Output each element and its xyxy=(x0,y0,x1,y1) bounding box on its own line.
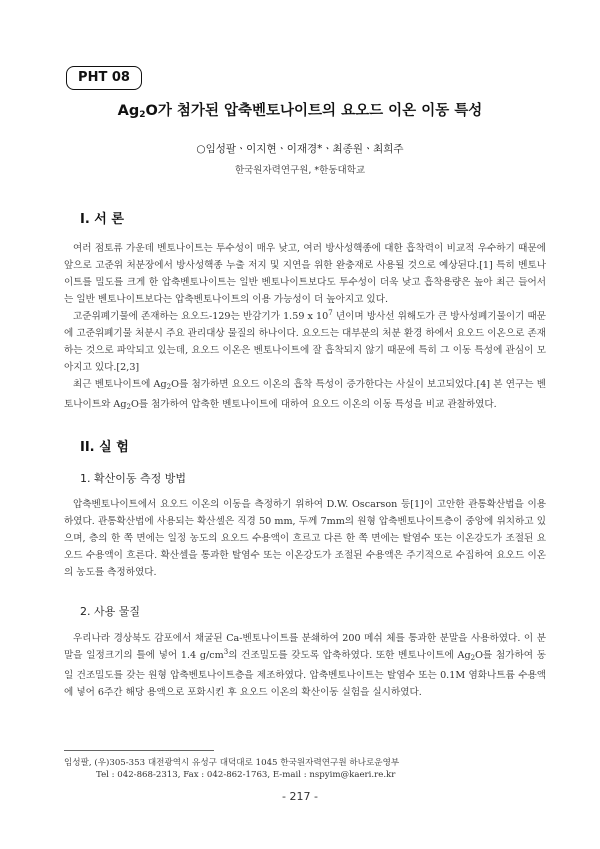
materials-subscript: 2 xyxy=(470,654,476,662)
footnote-contact: Tel : 042-868-2313, Fax : 042-862-1763, E-mail : nspyim@kaeri.re.kr xyxy=(96,770,396,780)
intro-p3-text-b: O를 첨가하면 요오드 이온의 흡착 특성이 증가한다는 사실이 보고되었다.[4] 본 연구는 벤토나이트와 Ag xyxy=(64,379,547,410)
intro-paragraph-3 xyxy=(64,376,546,416)
materials-superscript: 3 xyxy=(223,648,229,656)
footnote-divider xyxy=(64,750,214,751)
intro-p3-subscript-2: 2 xyxy=(126,403,131,411)
title-ag: Ag xyxy=(117,103,140,119)
intro-p2-superscript: 7 xyxy=(328,309,333,317)
page-number: - 217 - xyxy=(282,790,318,803)
intro-paragraph-1: 여러 점토류 가운데 벤토나이트는 투수성이 매우 낮고, 여러 방사성핵종에 대한 흡착력이 비교적 우수하기 때문에 앞으로 고준위 처분장에서 방사성핵종 누출 저지 및 지연을 위한 완충재로 사용될 것으로 예상된다.[1] 특히 벤토나이트를 밀도를 크게 한 압축벤토나이트는 일반 벤토나이트보다도 투수성이 더욱 낮고 흡착용량은 높아 최근 들어서는 일반 벤토나이트보다는 압축벤토나이트의 이용 가능성이 더 높아지고 있다. xyxy=(64,243,546,305)
intro-p2-text-b: 년이며 방사선 위해도가 큰 방사성폐기물이기 때문에 고준위폐기물 처분시 주요 관리대상 물질의 하나이다. 요오드는 대부분의 처분 환경 하에서 요오드 이온으로 존재하는 것으로 파악되고 있는데, 요오드 이온은 벤토나이트에 잘 흡착되지 않기 때문에 특히 그 이동 특성에 관심이 모아지고 있다.[2,3] xyxy=(64,311,546,373)
section-heading-introduction: I. 서 론 xyxy=(80,212,124,227)
materials-paragraph xyxy=(64,630,546,701)
section-heading-experiment: II. 실 험 xyxy=(80,440,129,455)
intro-p3-text-c: O를 첨가하여 압축한 벤토나이트에 대하여 요오드 이온의 이동 특성을 비교 관찰하였다. xyxy=(130,399,497,410)
intro-p3-subscript-1: 2 xyxy=(166,383,172,391)
method-paragraph: 압축벤토나이트에서 요오드 이온의 이동을 측정하기 위하여 D.W. Oscarson 등[1]이 고안한 관통확산법을 이용하였다. 관통확산법에 사용되는 확산셀은 직경 50 mm, 두께 7mm의 원형 압축벤토나이트층이 중앙에 위치하고 있으며, 층의 한 쪽 면에는 일정 농도의 요오드 수용액이 흐르고 다른 한 쪽 면에는 탈염수 또는 이온강도가 조절된 요오드 수용액이 흐른다. 확산셀을 통과한 탈염수 또는 이온강도가 조절된 수용액은 주기적으로 수집하여 요오드 이온의 농도를 측정하였다. xyxy=(64,499,546,578)
paper-title xyxy=(0,99,600,120)
materials-text-a: 우리나라 경상북도 감포에서 채굴된 Ca-벤토나이트를 분쇄하여 200 메쉬 체를 통과한 분말을 사용하였다. 이 분말을 일정크기의 틀에 넣어 1.4 g/cm xyxy=(64,633,546,661)
intro-p2-text-a: 고준위폐기물에 존재하는 요오드-129는 반감기가 1.59 x 10 xyxy=(73,311,329,322)
subsection-heading-materials: 2. 사용 물질 xyxy=(80,605,140,618)
title-rest: O가 첨가된 압축벤토나이트의 요오드 이온 이동 특성 xyxy=(145,103,483,119)
subsection-heading-diffusion-method: 1. 확산이동 측정 방법 xyxy=(80,472,186,485)
session-code-badge: PHT 08 xyxy=(66,66,142,90)
author-list: ○임성팔ㆍ이지현ㆍ이재경*ㆍ최종원ㆍ최희주 xyxy=(196,143,404,155)
intro-p3-text-a: 최근 벤토나이트에 Ag xyxy=(73,379,167,390)
title-ag-subscript: 2 xyxy=(139,110,146,120)
affiliation: 한국원자력연구원, *한동대학교 xyxy=(234,165,366,176)
footnote-address: 임성팔, (우)305-353 대전광역시 유성구 대덕대로 1045 한국원자력연구원 하나로운영부 xyxy=(64,758,400,768)
intro-paragraph-2 xyxy=(64,308,546,376)
materials-text-b: 의 건조밀도를 갖도록 압축하였다. 또한 벤토나이트에 Ag xyxy=(228,650,471,661)
materials-text-c: O를 첨가하여 동일 건조밀도를 갖는 원형 압축벤토나이트층을 제조하였다. 압축벤토나이트는 탈염수 또는 0.1M 염화나트륨 수용액에 넣어 6주간 해당 용액으로 포화시킨 후 요오드 이온의 확산이동 실험을 실시하였다. xyxy=(64,650,546,698)
